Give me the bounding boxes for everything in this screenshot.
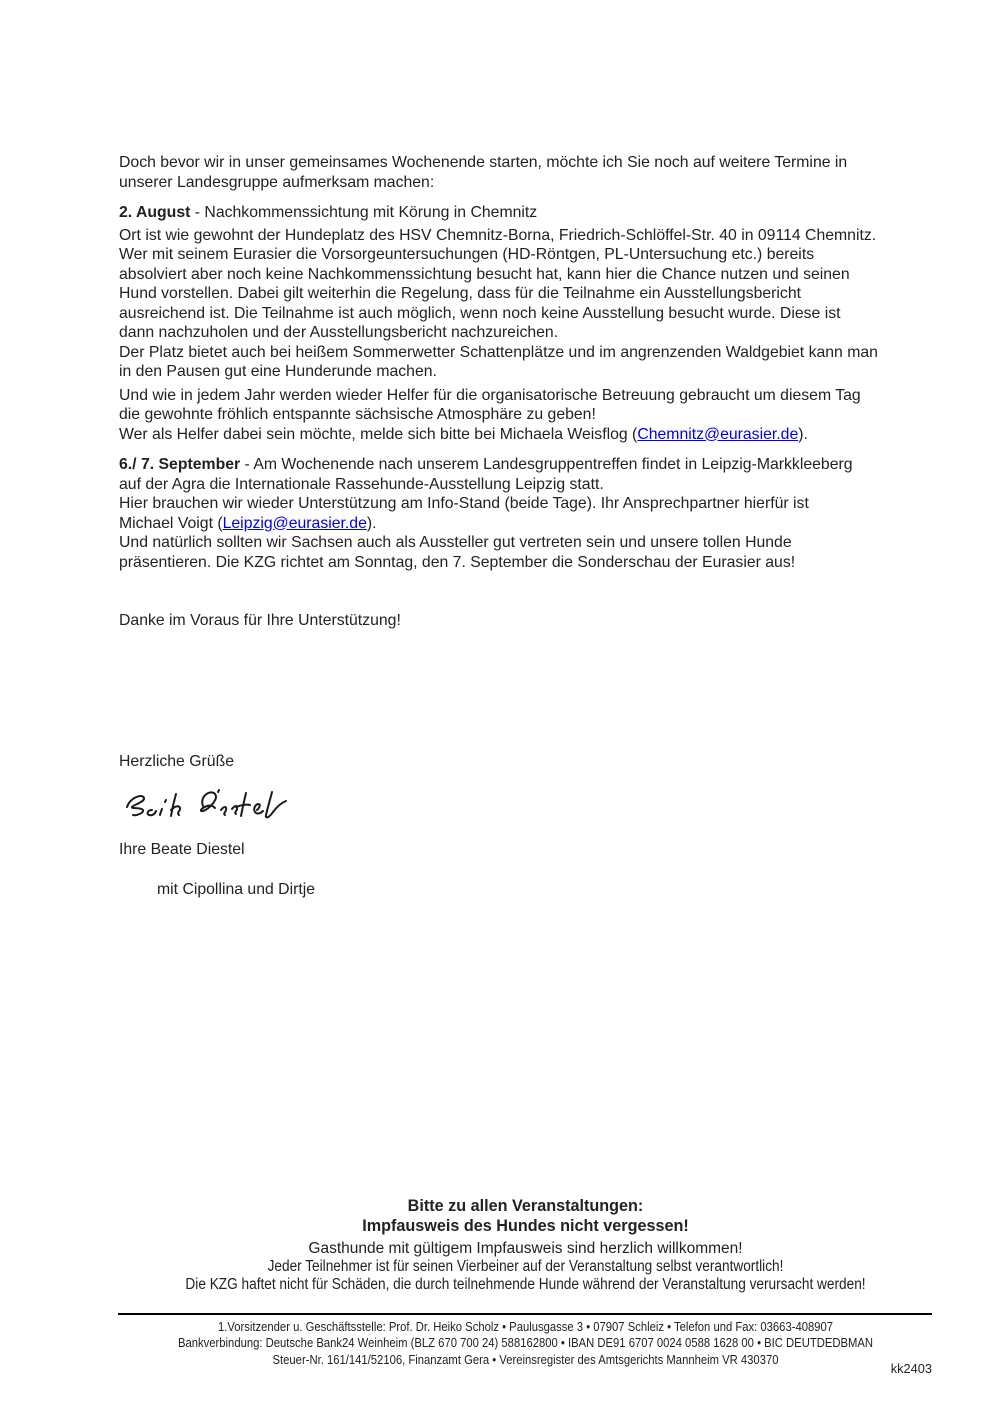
event-august-title: - Nachkommenssichtung mit Körung in Chemnitz	[190, 204, 538, 221]
text-line: die gewohnte fröhlich entspannte sächsische Atmosphäre zu geben!	[119, 406, 596, 423]
letter-body	[119, 153, 941, 899]
notice-line: Gasthunde mit gültigem Impfausweis sind herzlich willkommen!	[308, 1240, 743, 1257]
text-line: auf der Agra die Internationale Rassehunde-Ausstellung Leipzig statt.	[119, 475, 604, 493]
contact-text: Michael Voigt (	[119, 514, 223, 532]
text-line: Hund vorstellen. Dabei gilt weiterhin die Regelung, dass für die Teilnahme ein Ausstellungsbericht	[119, 285, 802, 302]
text-line: Hier brauchen wir wieder Unterstützung am Info-Stand (beide Tage). Ihr Ansprechpartner hierfür ist	[119, 495, 809, 512]
event-september-title: - Am Wochenende nach unserem Landesgruppentreffen findet in Leipzig-Markkleeberg	[240, 456, 853, 473]
footer-line: Bankverbindung: Deutsche Bank24 Weinheim (BLZ 670 700 24) 588162800 • IBAN DE91 6707 0024 0588 1628 00 • BIC DEUTDEDBMAN	[177, 1335, 874, 1351]
text-line: Und natürlich sollten wir Sachsen auch als Aussteller gut vertreten sein und unsere tollen Hunde	[119, 534, 792, 551]
email-link-chemnitz[interactable]: Chemnitz@eurasier.de	[637, 425, 799, 443]
event-august-helper-paragraph	[119, 386, 941, 445]
signature-image	[119, 782, 941, 832]
text-line: präsentieren. Die KZG richtet am Sonntag, den 7. September die Sonderschau der Eurasier aus!	[119, 553, 796, 571]
text-line: ausreichend ist. Die Teilnahme ist auch möglich, wenn noch keine Ausstellung besucht wurde. Diese ist	[119, 304, 841, 322]
event-september-date: 6./ 7. September	[119, 456, 241, 473]
text-line	[119, 425, 941, 445]
email-link-leipzig[interactable]: Leipzig@eurasier.de	[222, 514, 367, 532]
intro-paragraph	[119, 153, 941, 192]
text-line: unserer Landesgruppe aufmerksam machen:	[119, 173, 435, 191]
footer-divider	[118, 1313, 932, 1315]
contact-text: Wer als Helfer dabei sein möchte, melde sich bitte bei Michaela Weisflog (	[119, 425, 638, 443]
notice-bold-line: Impfausweis des Hundes nicht vergessen!	[362, 1216, 689, 1235]
notice-bold-line: Bitte zu allen Veranstaltungen:	[407, 1197, 644, 1215]
greeting-line: Herzliche Grüße	[119, 752, 234, 770]
text-line: Wer mit seinem Eurasier die Vorsorgeuntersuchungen (HD-Röntgen, PL-Untersuchung etc.) bereits	[119, 246, 815, 263]
companions-line: mit Cipollina und Dirtje	[157, 880, 316, 898]
text-line: Der Platz bietet auch bei heißem Sommerwetter Schattenplätze und im angrenzenden Waldgebiet kann man	[119, 343, 878, 361]
event-august-date: 2. August	[119, 204, 191, 221]
footer-line: Steuer-Nr. 161/141/52106, Finanzamt Gera • Vereinsregister des Amtsgerichts Mannheim VR 430370	[272, 1351, 779, 1367]
text-line: Doch bevor wir in unser gemeinsames Wochenende starten, möchte ich Sie noch auf weitere Termine in	[119, 154, 848, 171]
text-line: dann nachzuholen und der Ausstellungsbericht nachzureichen.	[119, 324, 559, 341]
contact-text: ).	[366, 514, 377, 532]
text-line: in den Pausen gut eine Hunderunde machen.	[119, 363, 437, 380]
signer-line: Ihre Beate Diestel	[119, 841, 245, 858]
footer-line: 1.Vorsitzender u. Geschäftsstelle: Prof. Dr. Heiko Scholz • Paulusgasse 3 • 07907 Schleiz • Telefon und Fax: 03663-408907	[217, 1319, 834, 1334]
event-august-paragraph	[119, 226, 941, 382]
text-line: absolviert aber noch keine Nachkommenssichtung besucht hat, kann hier die Chance nutzen und seinen	[119, 265, 850, 283]
notice-line: Die KZG haftet nicht für Schäden, die durch teilnehmende Hunde während der Veranstaltung verursacht werden!	[185, 1276, 866, 1293]
text-line	[119, 514, 941, 534]
notice-line: Jeder Teilnehmer ist für seinen Vierbeiner auf der Veranstaltung selbst verantwortlich!	[267, 1258, 784, 1275]
thanks-line: Danke im Voraus für Ihre Unterstützung!	[119, 612, 401, 629]
contact-text: ).	[798, 425, 808, 443]
vaccination-notice	[119, 1197, 932, 1294]
text-line: Und wie in jedem Jahr werden wieder Helfer für die organisatorische Betreuung gebraucht um diesem Tag	[119, 386, 861, 404]
document-code: kk2403	[890, 1361, 932, 1376]
event-september-paragraph	[119, 455, 941, 572]
event-august-heading	[119, 203, 941, 223]
text-line: Ort ist wie gewohnt der Hundeplatz des HSV Chemnitz-Borna, Friedrich-Schlöffel-Str. 40 in 09114 Chemnitz.	[119, 226, 877, 244]
